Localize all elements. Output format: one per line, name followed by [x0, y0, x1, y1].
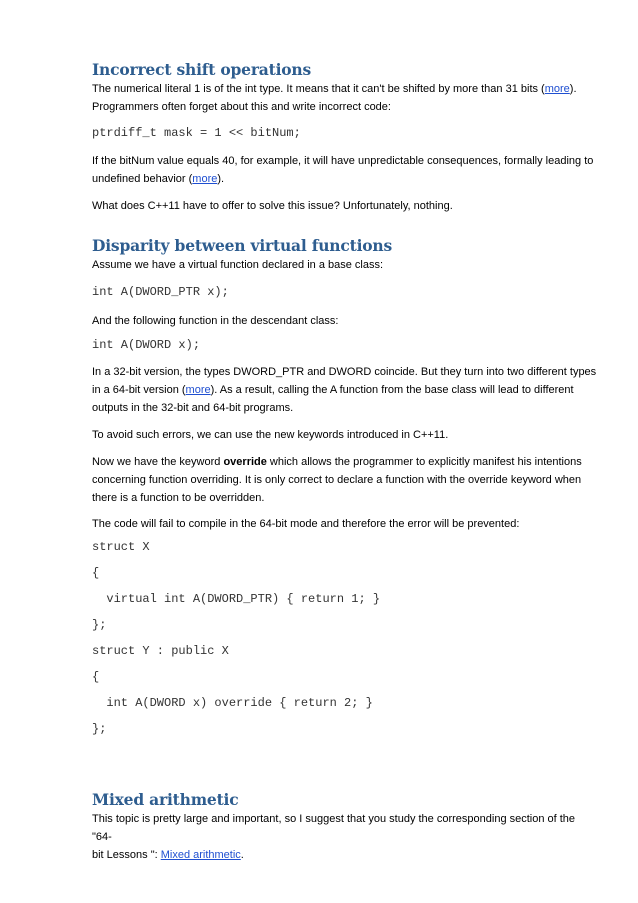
text: The numerical literal 1 is of the int type. It means that it can't be shifted by more than 31 bits ( — [92, 83, 545, 95]
text: In a 32-bit version, the types DWORD_PTR and DWORD coincide. But they turn into two different types — [92, 366, 597, 378]
text: ). As a result, calling the A function from the base class will lead to different — [210, 384, 574, 396]
code-line: struct X — [92, 540, 150, 554]
code-line: { — [92, 670, 100, 684]
text: bit Lessons ": — [92, 849, 161, 861]
code-line: ptrdiff_t mask = 1 << bitNum; — [92, 126, 301, 140]
text: there is a function to be overridden. — [92, 492, 265, 504]
paragraph: To avoid such errors, we can use the new keywords introduced in C++11. — [92, 429, 449, 441]
paragraph: And the following function in the descendant class: — [92, 315, 339, 327]
heading-incorrect-shift: Incorrect shift operations — [92, 60, 312, 79]
text: If the bitNum value equals 40, for example, it will have unpredictable consequences, formally leading to — [92, 155, 594, 167]
text: concerning function overriding. It is only correct to declare a function with the override keyword when — [92, 474, 582, 486]
code-line: virtual int A(DWORD_PTR) { return 1; } — [92, 592, 381, 606]
text: This topic is pretty large and important, so I suggest that you study the corresponding section of the "64- — [92, 813, 576, 843]
text: ). — [217, 173, 225, 185]
paragraph — [92, 810, 597, 864]
code-line: { — [92, 566, 100, 580]
code-line: }; — [92, 618, 107, 632]
text: Now we have the keyword — [92, 456, 224, 468]
mixed-arithmetic-link[interactable]: Mixed arithmetic — [160, 849, 241, 861]
code-line: int A(DWORD_PTR x); — [92, 285, 229, 299]
text: ). — [569, 83, 577, 95]
paragraph — [92, 453, 597, 507]
code-line: }; — [92, 722, 107, 736]
paragraph: Assume we have a virtual function declared in a base class: — [92, 259, 384, 271]
paragraph — [92, 152, 597, 188]
text: undefined behavior ( — [92, 173, 193, 185]
text: in a 64-bit version ( — [92, 384, 186, 396]
more-link[interactable]: more — [185, 384, 211, 396]
keyword-override: override — [223, 456, 267, 468]
paragraph — [92, 80, 597, 116]
paragraph: The code will fail to compile in the 64-bit mode and therefore the error will be prevented: — [92, 518, 520, 530]
paragraph — [92, 363, 597, 417]
code-line: struct Y : public X — [92, 644, 229, 658]
more-link[interactable]: more — [544, 83, 570, 95]
text: which allows the programmer to explicitly manifest his intentions — [266, 456, 582, 468]
code-line: int A(DWORD x) override { return 2; } — [92, 696, 373, 710]
more-link[interactable]: more — [192, 173, 218, 185]
text: outputs in the 32-bit and 64-bit programs. — [92, 402, 294, 414]
heading-virtual-functions: Disparity between virtual functions — [92, 236, 392, 255]
text: . — [240, 849, 244, 861]
heading-mixed-arithmetic: Mixed arithmetic — [92, 790, 239, 809]
code-line: int A(DWORD x); — [92, 338, 201, 352]
text: Programmers often forget about this and write incorrect code: — [92, 101, 391, 113]
paragraph: What does C++11 have to offer to solve this issue? Unfortunately, nothing. — [92, 200, 453, 212]
